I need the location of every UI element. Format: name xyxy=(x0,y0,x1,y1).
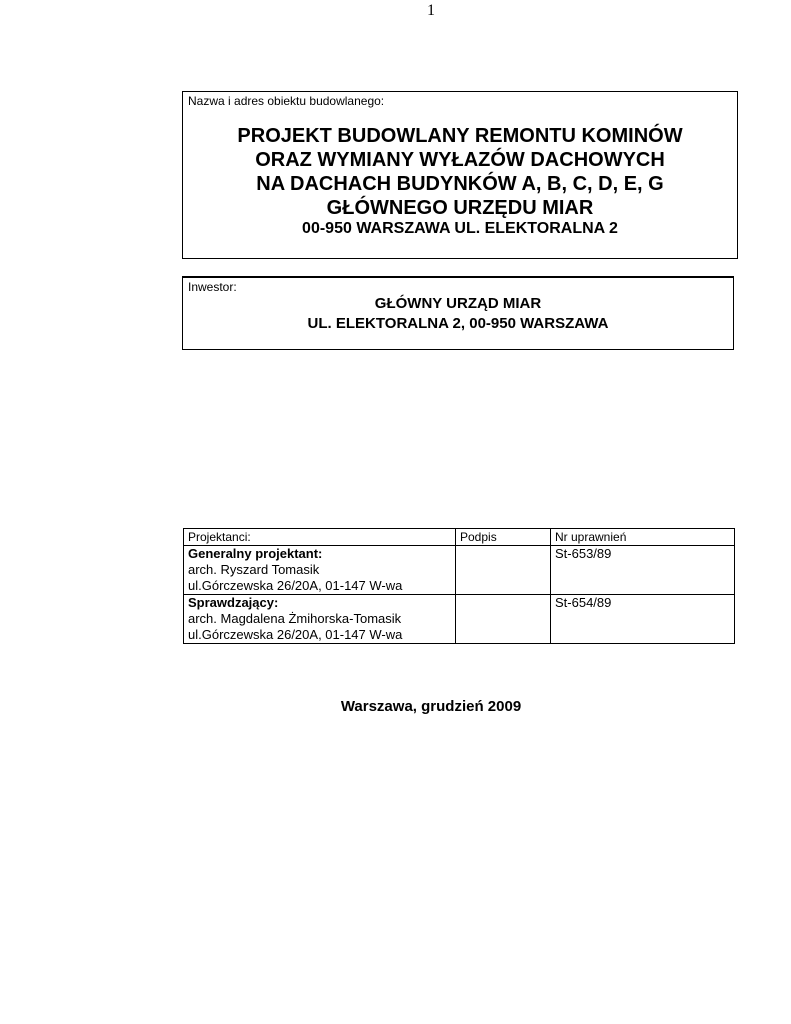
project-title-line: NA DACHACH BUDYNKÓW A, B, C, D, E, G xyxy=(256,173,664,195)
designer-address: ul.Górczewska 26/20A, 01-147 W-wa xyxy=(188,627,403,642)
investor-details xyxy=(183,294,733,334)
header-designers: Projektanci: xyxy=(184,529,456,546)
designer-address: ul.Górczewska 26/20A, 01-147 W-wa xyxy=(188,578,403,593)
designer-name: arch. Ryszard Tomasik xyxy=(188,562,320,577)
designer-cell xyxy=(184,595,456,644)
designer-role: Generalny projektant: xyxy=(188,546,323,561)
designers-table xyxy=(183,528,735,644)
building-info-box xyxy=(182,91,738,259)
license-cell: St-654/89 xyxy=(551,595,735,644)
building-label: Nazwa i adres obiektu budowlanego: xyxy=(188,94,385,108)
signature-cell xyxy=(456,595,551,644)
table-header-row xyxy=(184,529,735,546)
investor-address: UL. ELEKTORALNA 2, 00-950 WARSZAWA xyxy=(307,315,609,332)
project-title-line: GŁÓWNEGO URZĘDU MIAR xyxy=(326,197,594,219)
page-number: 1 xyxy=(427,2,435,19)
header-license: Nr uprawnień xyxy=(551,529,735,546)
project-title-line: PROJEKT BUDOWLANY REMONTU KOMINÓW xyxy=(237,125,683,147)
table-row xyxy=(184,546,735,595)
license-cell: St-653/89 xyxy=(551,546,735,595)
header-signature: Podpis xyxy=(456,529,551,546)
project-title-line: ORAZ WYMIANY WYŁAZÓW DACHOWYCH xyxy=(255,149,665,171)
designer-role: Sprawdzający: xyxy=(188,595,279,610)
designer-cell xyxy=(184,546,456,595)
signature-cell xyxy=(456,546,551,595)
designer-name: arch. Magdalena Żmihorska-Tomasik xyxy=(188,611,402,626)
investor-label: Inwestor: xyxy=(188,280,237,294)
table-row xyxy=(184,595,735,644)
investor-name: GŁÓWNY URZĄD MIAR xyxy=(374,295,542,312)
project-title xyxy=(183,124,737,220)
building-address: 00-950 WARSZAWA UL. ELEKTORALNA 2 xyxy=(302,220,618,237)
place-and-date: Warszawa, grudzień 2009 xyxy=(340,698,522,715)
investor-box xyxy=(182,276,734,350)
